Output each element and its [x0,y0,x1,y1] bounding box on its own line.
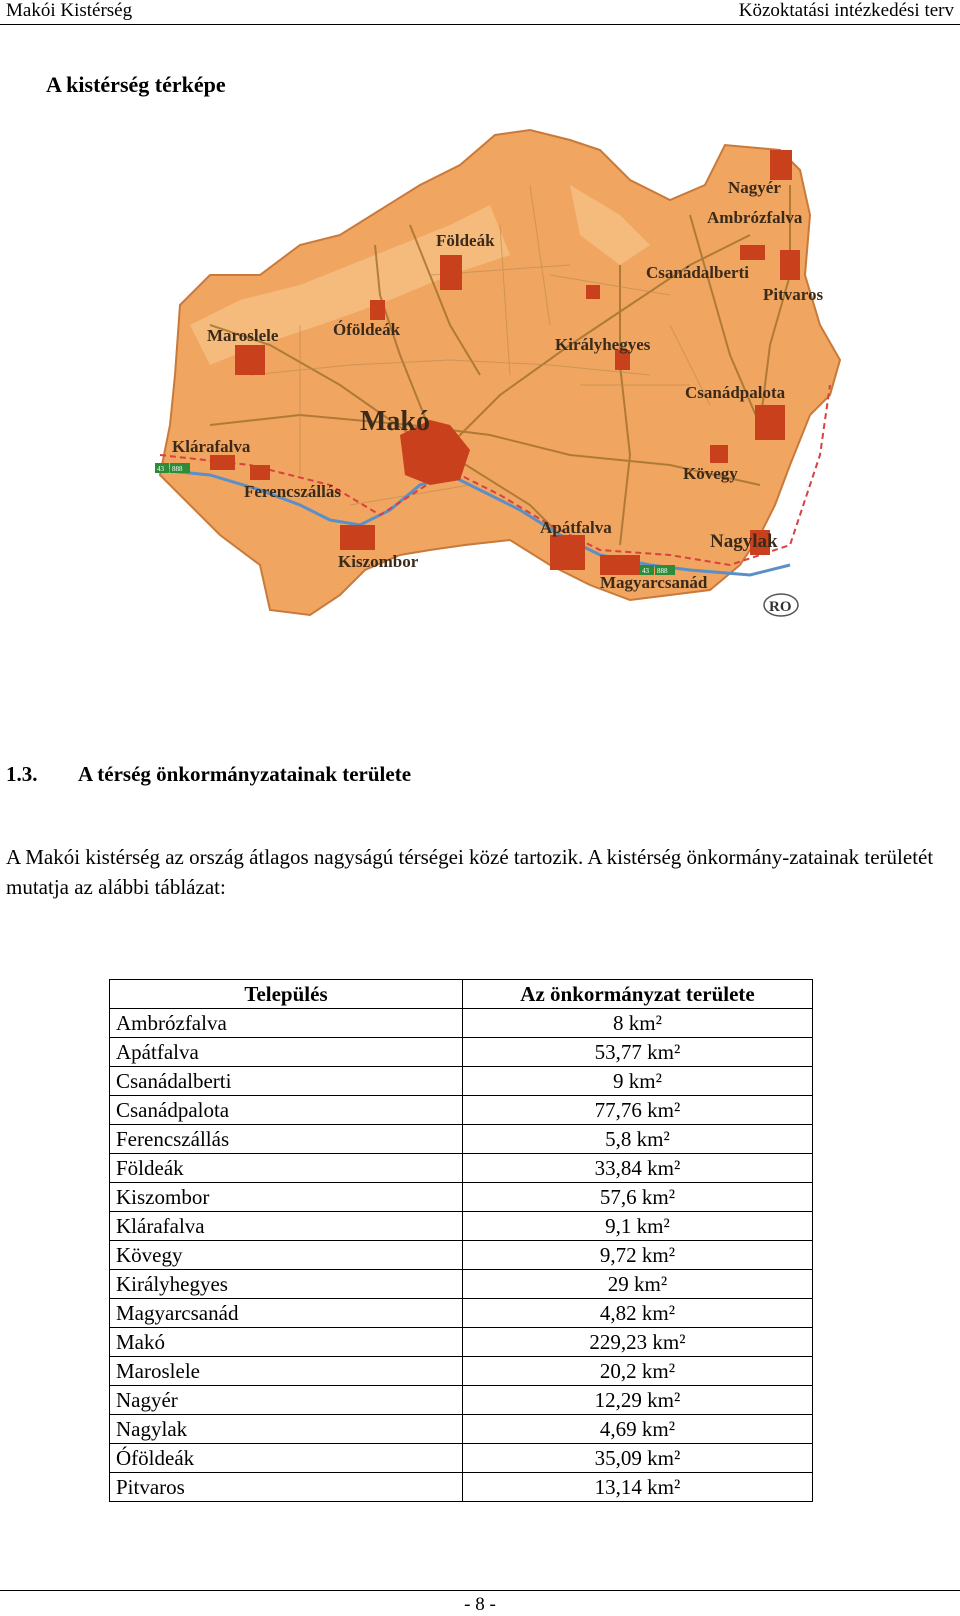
settlement-area: 53,77 km² [463,1038,813,1067]
label-pitvaros: Pitvaros [763,285,824,304]
table-row [110,1183,813,1212]
label-maroslele: Maroslele [207,326,279,345]
settlement-name: Ambrózfalva [110,1009,463,1038]
footer-divider [0,1590,960,1591]
settlement-name: Földeák [110,1154,463,1183]
settlement-name: Maroslele [110,1357,463,1386]
settlement-area: 20,2 km² [463,1357,813,1386]
table-row [110,1386,813,1415]
table-row [110,1241,813,1270]
settlement-name: Pitvaros [110,1473,463,1502]
label-foldeak: Földeák [436,231,495,250]
settlement-name: Makó [110,1328,463,1357]
label-kiralyhegyes: Királyhegyes [555,335,651,354]
road-number-d: 888 [657,567,668,575]
label-klarafalva: Klárafalva [172,437,251,456]
settlement-name: Nagylak [110,1415,463,1444]
label-kovegy: Kövegy [683,464,738,483]
label-csanadalberti: Csanádalberti [646,263,749,282]
settlement-name: Magyarcsanád [110,1299,463,1328]
settlement-area: 35,09 km² [463,1444,813,1473]
header-area: Az önkormányzat területe [463,980,813,1009]
table-row [110,1357,813,1386]
table-row [110,1415,813,1444]
table-row [110,1067,813,1096]
label-ambrozfalva: Ambrózfalva [707,208,803,227]
header-left: Makói Kistérség [6,0,133,21]
page-header [0,0,960,25]
country-code-label: RO [769,599,792,615]
settlement-area: 57,6 km² [463,1183,813,1212]
label-mako: Makó [360,406,430,437]
settlement-area: 9 km² [463,1067,813,1096]
table-row [110,1125,813,1154]
table-row [110,1444,813,1473]
region-map-svg [150,125,870,660]
country-badge-ro [764,594,798,616]
page-number: - 8 - [464,1594,496,1615]
table-row [110,1096,813,1125]
section-title: A térség önkormányzatainak területe [78,762,412,786]
settlement-area: 5,8 km² [463,1125,813,1154]
label-apatfalva: Apátfalva [540,518,612,537]
settlement-area: 229,23 km² [463,1328,813,1357]
settlement-name: Ferencszállás [110,1125,463,1154]
settlement-name: Óföldeák [110,1444,463,1473]
settlement-area: 77,76 km² [463,1096,813,1125]
label-ofoldeak: Óföldeák [333,320,401,339]
label-ferencszallas: Ferencszállás [244,482,341,501]
settlement-area: 29 km² [463,1270,813,1299]
section-paragraph: A Makói kistérség az ország átlagos nagyságú térségei közé tartozik. A kistérség önkormány-zatainak területét mutatja az alábbi táblázat: [6,845,934,899]
road-number-c: 43 [642,567,649,575]
table-row [110,1154,813,1183]
settlement-area: 9,1 km² [463,1212,813,1241]
header-right: Közoktatási intézkedési terv [738,0,954,21]
settlement-name: Királyhegyes [110,1270,463,1299]
table-row [110,1299,813,1328]
label-magyarcsanad: Magyarcsanád [600,573,708,592]
area-table [109,979,813,1502]
label-kiszombor: Kiszombor [338,552,419,571]
label-nagyer: Nagyér [728,178,781,197]
table-row [110,1270,813,1299]
label-csanadpalota: Csanádpalota [685,383,786,402]
settlement-name: Apátfalva [110,1038,463,1067]
settlement-name: Csanádpalota [110,1096,463,1125]
table-row [110,1328,813,1357]
road-number-b: 888 [172,465,183,473]
table-row [110,1038,813,1067]
settlement-area: 9,72 km² [463,1241,813,1270]
table-header-row [110,980,813,1009]
section-number: 1.3. [6,762,38,786]
table-row [110,1009,813,1038]
settlement-name: Klárafalva [110,1212,463,1241]
road-number-a: 43 [157,465,164,473]
table-row [110,1473,813,1502]
settlement-name: Csanádalberti [110,1067,463,1096]
settlement-area: 33,84 km² [463,1154,813,1183]
settlement-area: 13,14 km² [463,1473,813,1502]
settlement-area: 4,69 km² [463,1415,813,1444]
settlement-area: 4,82 km² [463,1299,813,1328]
table-body [110,1009,813,1502]
settlement-area: 12,29 km² [463,1386,813,1415]
settlement-name: Kiszombor [110,1183,463,1212]
region-map [150,125,870,660]
map-title: A kistérség térképe [46,72,226,97]
settlement-area: 8 km² [463,1009,813,1038]
settlement-name: Nagyér [110,1386,463,1415]
header-settlement: Település [110,980,463,1009]
table-row [110,1212,813,1241]
label-nagylak: Nagylak [710,531,778,552]
settlement-name: Kövegy [110,1241,463,1270]
section-heading [6,762,411,787]
